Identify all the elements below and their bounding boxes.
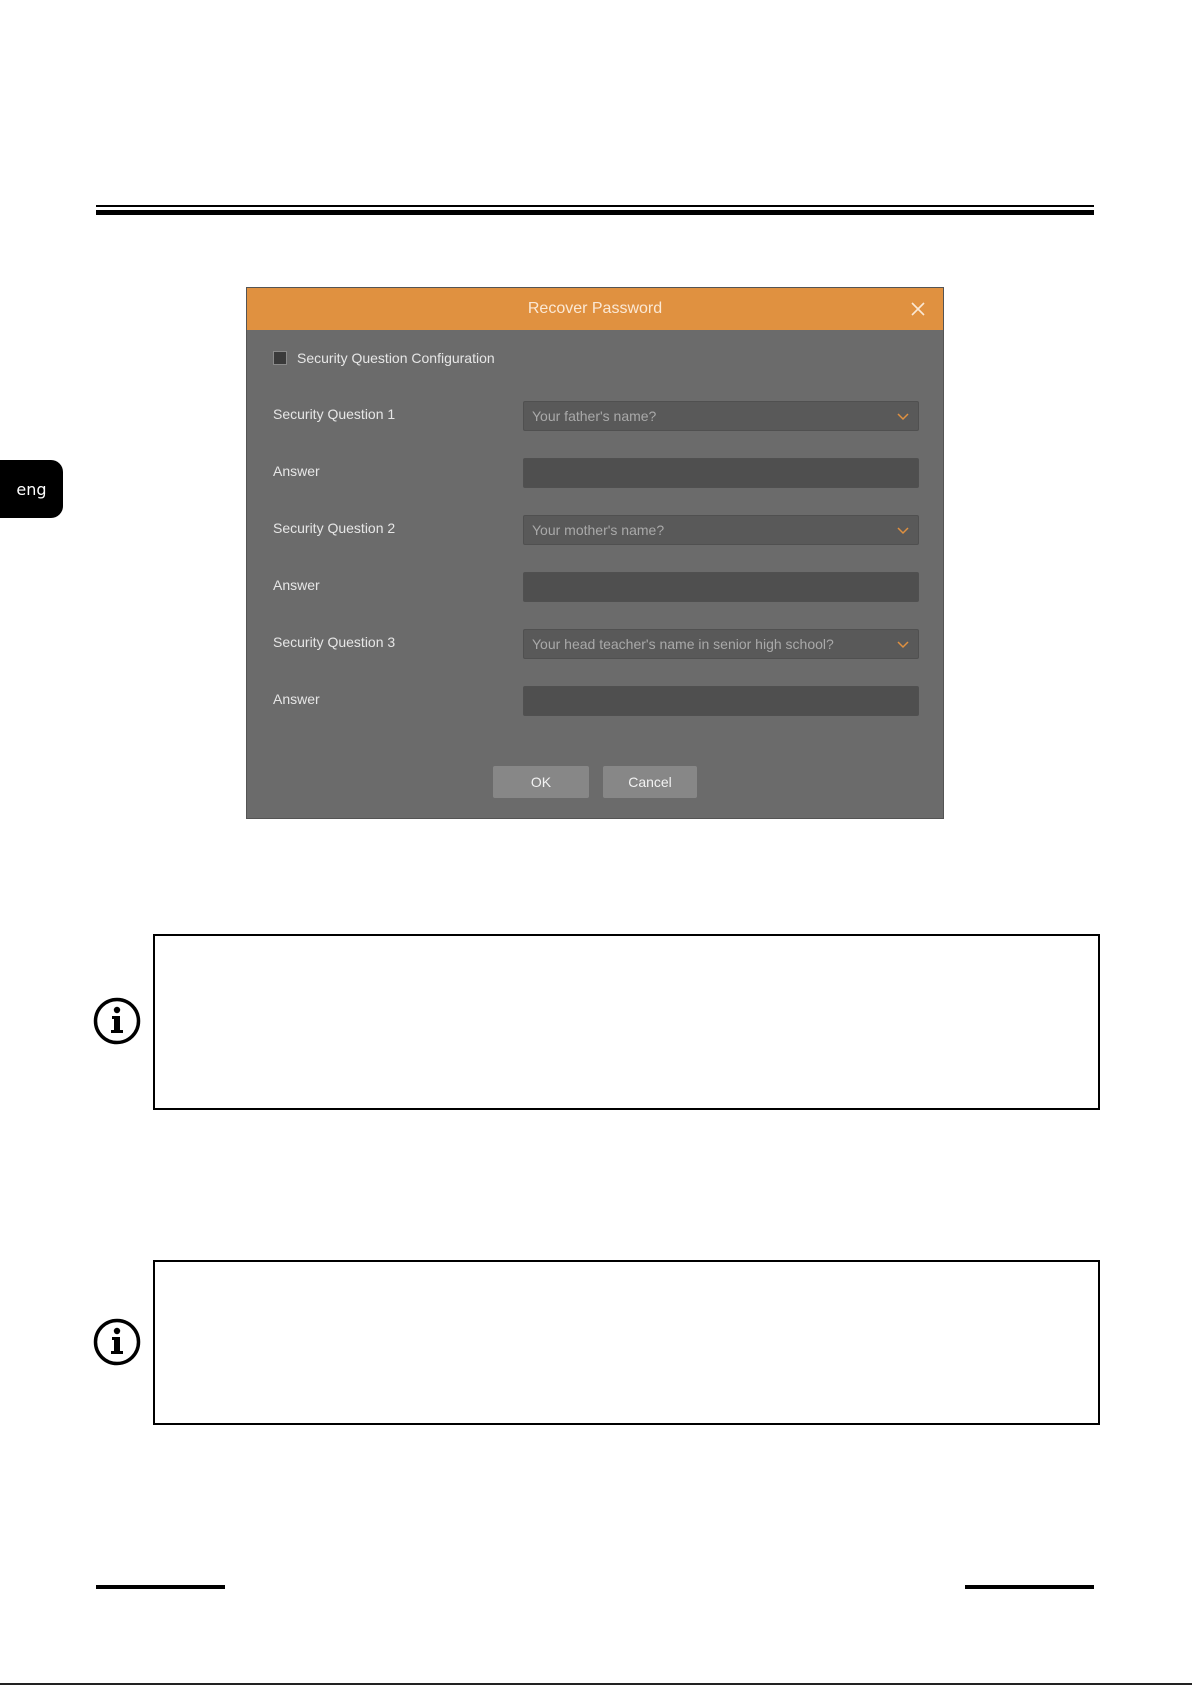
dialog-header [247, 288, 943, 330]
security-question-2-label: Security Question 2 [273, 520, 396, 536]
footer-rule-right [965, 1585, 1094, 1589]
answer-3-label: Answer [273, 691, 320, 707]
security-question-3-value: Your head teacher's name in senior high school? [532, 636, 834, 652]
security-question-3-label: Security Question 3 [273, 634, 396, 650]
footer-rule-left [96, 1585, 225, 1589]
header-rule-thin [96, 205, 1094, 207]
answer-3-input[interactable] [523, 686, 919, 716]
security-question-3-select[interactable] [523, 629, 919, 659]
security-config-checkbox[interactable] [273, 351, 287, 365]
header-rule-thick [96, 210, 1094, 215]
answer-1-input[interactable] [523, 458, 919, 488]
note-box [153, 1260, 1100, 1425]
answer-2-label: Answer [273, 577, 320, 593]
security-config-row [273, 350, 495, 366]
security-config-label: Security Question Configuration [297, 350, 495, 366]
note-box [153, 934, 1100, 1110]
recover-password-dialog [246, 287, 944, 819]
cancel-button[interactable]: Cancel [603, 766, 697, 798]
security-question-2-select[interactable] [523, 515, 919, 545]
answer-1-label: Answer [273, 463, 320, 479]
security-question-1-value: Your father's name? [532, 408, 657, 424]
answer-2-input[interactable] [523, 572, 919, 602]
ok-button[interactable]: OK [493, 766, 589, 798]
chevron-down-icon [896, 637, 910, 651]
chevron-down-icon [896, 523, 910, 537]
security-question-1-label: Security Question 1 [273, 406, 396, 422]
security-question-2-value: Your mother's name? [532, 522, 665, 538]
info-icon [93, 997, 141, 1045]
security-question-1-select[interactable] [523, 401, 919, 431]
language-tab: eng [0, 460, 63, 518]
close-icon[interactable] [909, 300, 927, 318]
info-icon [93, 1318, 141, 1366]
chevron-down-icon [896, 409, 910, 423]
dialog-title: Recover Password [527, 300, 663, 317]
